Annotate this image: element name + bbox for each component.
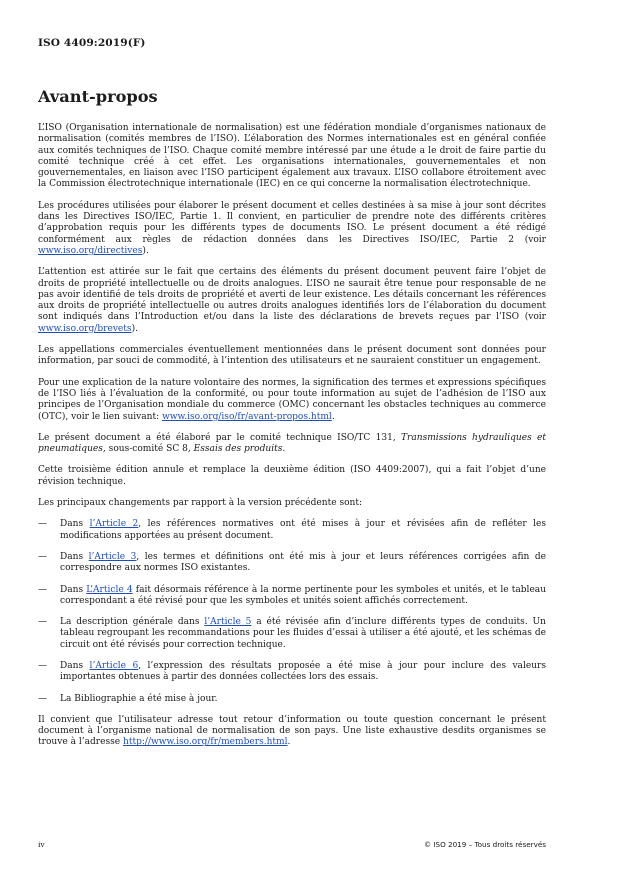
article-3-link[interactable]: l’Article 3 bbox=[88, 551, 137, 562]
paragraph-text-end: ). bbox=[131, 323, 138, 334]
list-item-text: , l’expression des résultats proposée a été mise à jour pour inclure des valeurs importantes obtenues à partir des données collectées lors des essais. bbox=[60, 660, 546, 683]
list-item-text: Dans bbox=[60, 519, 90, 530]
list-item-text: La Bibliographie a été mise à jour. bbox=[60, 693, 218, 704]
paragraph-iso-intro: L’ISO (Organisation internationale de normalisation) est une fédération mondiale d’organismes nationaux de normalisation (comités membres de l’ISO). L’élaboration des Normes internationales est en général confiée aux comités techniques de l’ISO. Chaque comité membre intéressé par une étude a le droit de faire partie du comité technique créé à cet effet. Les organisations internationales, gouvernementales et non gouvernementales, en liaison avec l’ISO participent également aux travaux. L’ISO collabore étroitement avec la Commission électrotechnique internationale (IEC) en ce qui concerne la normalisation électrotechnique. bbox=[38, 123, 546, 190]
list-item bbox=[38, 585, 546, 608]
paragraph-text: L’attention est attirée sur le fait que certains des éléments du présent document peuvent faire l’objet de droits de propriété intellectuelle ou de droits analogues. L’ISO ne saurait être tenue pour responsable de ne pas avoir identifié de tels droits de propriété et averti de leur existence. Les détails concernant les références aux droits de propriété intellectuelle ou autres droits analogues identifiés lors de l’élaboration du document sont indiqués dans l’Introduction et/ou dans la liste des déclarations de brevets reçues par l’ISO (voir bbox=[38, 267, 546, 323]
paragraph-changes-intro: Les principaux changements par rapport à la version précédente sont: bbox=[38, 498, 363, 509]
document-page bbox=[38, 0, 546, 876]
list-item bbox=[38, 617, 546, 651]
paragraph-text-end: . bbox=[287, 737, 291, 748]
article-4-link[interactable]: L’Article 4 bbox=[86, 584, 133, 595]
paragraph-text-end: . bbox=[331, 411, 335, 422]
list-item-text: , les références normatives ont été mises à jour et révisées afin de refléter les modifications apportées au présent document. bbox=[60, 519, 546, 541]
members-link[interactable]: http://www.iso.org/fr/members.html bbox=[123, 737, 288, 748]
dash-bullet: — bbox=[38, 584, 48, 595]
article-5-link[interactable]: l’Article 5 bbox=[204, 617, 252, 628]
paragraph-text: , sous-comité SC 8, bbox=[102, 444, 194, 455]
list-item-text: La description générale dans bbox=[60, 617, 205, 628]
changes-list bbox=[38, 519, 546, 705]
paragraph-trade-names: Les appellations commerciales éventuellement mentionnées dans le présent document sont données pour information, par souci de commodité, à l’intention des utilisateurs et ne sauraient constituer un engagement. bbox=[38, 345, 546, 367]
paragraph-edition: Cette troisième édition annule et remplace la deuxième édition (ISO 4409:2007), qui a fait l’objet d’une révision technique. bbox=[38, 465, 546, 487]
paragraph-committee bbox=[38, 433, 546, 456]
dash-bullet: — bbox=[38, 693, 48, 704]
paragraph-text: Pour une explication de la nature volontaire des normes, la signification des termes et expressions spécifiques de l’ISO liés à l’évaluation de la conformité, ou pour toute information au sujet de l’adhésion de l’ISO aux principes de l’Organisation mondiale du commerce (OMC) concernant les obstacles techniques au commerce (OTC), voir le lien suivant: bbox=[38, 377, 546, 422]
dash-bullet: — bbox=[38, 551, 48, 562]
dash-bullet: — bbox=[38, 617, 48, 628]
paragraph-text: Le présent document a été élaboré par le comité technique ISO/TC 131, bbox=[38, 432, 401, 443]
list-item bbox=[38, 661, 546, 684]
paragraph-patents bbox=[38, 267, 546, 335]
list-item-text: Dans bbox=[60, 551, 89, 562]
foreword-info-link[interactable]: www.iso.org/iso/fr/avant-propos.html bbox=[162, 411, 332, 422]
dash-bullet: — bbox=[38, 519, 48, 530]
dash-bullet: — bbox=[38, 660, 48, 671]
list-item-text: Dans bbox=[60, 584, 87, 595]
list-item-text: , les termes et définitions ont été mis à jour et leurs références corrigées afin de correspondre aux normes ISO existantes. bbox=[60, 551, 546, 574]
page-number: iv bbox=[38, 840, 45, 849]
paragraph-voluntary-nature bbox=[38, 378, 546, 423]
list-item-text: a été révisée afin d’inclure différents types de conduits. Un tableau regroupant les recommandations pour les fluides d’essai à utiliser a été ajouté, et les schémas de circuit ont été révisés pour correction technique. bbox=[60, 617, 546, 650]
paragraph-text: Les procédures utilisées pour élaborer le présent document et celles destinées à sa mise à jour sont décrites dans les Directives ISO/IEC, Partie 1. Il convient, en particulier de prendre note des différents critères d’approbation requis pour les différents types de documents ISO. Le présent document a été rédigé conformément aux règles de rédaction données dans les Directives ISO/IEC, Partie 2 (voir bbox=[38, 200, 546, 245]
page-title: Avant-propos bbox=[38, 87, 158, 106]
paragraph-feedback bbox=[38, 715, 546, 749]
directives-link[interactable]: www.iso.org/directives bbox=[38, 245, 143, 256]
patents-link[interactable]: www.iso.org/brevets bbox=[38, 323, 132, 334]
copyright-notice: © ISO 2019 – Tous droits réservés bbox=[423, 840, 546, 849]
article-2-link[interactable]: l’Article 2 bbox=[89, 519, 139, 530]
subcommittee-title: Essais des produits bbox=[193, 444, 283, 455]
paragraph-text-end: ). bbox=[142, 245, 149, 256]
list-item-text: fait désormais référence à la norme pertinente pour les symboles et unités, et le tableau correspondant a été révisé pour que les symboles et unités soient affichés correctement. bbox=[60, 584, 547, 606]
paragraph-text-end: . bbox=[282, 444, 286, 455]
list-item bbox=[38, 552, 546, 575]
list-item-text: Dans bbox=[60, 660, 90, 671]
list-item bbox=[38, 519, 546, 542]
foreword-body bbox=[38, 123, 546, 759]
document-identifier: ISO 4409:2019(F) bbox=[38, 37, 146, 49]
list-item bbox=[38, 694, 546, 705]
article-6-link[interactable]: l’Article 6 bbox=[89, 660, 139, 671]
committee-title: Transmissions hydrauliques et pneumatiques bbox=[38, 432, 546, 455]
paragraph-text: Il convient que l’utilisateur adresse tout retour d’information ou toute question concernant le présent document à l’organisme national de normalisation de son pays. Une liste exhaustive desdits organismes se trouve à l’adresse bbox=[38, 714, 546, 748]
paragraph-procedures bbox=[38, 201, 546, 257]
